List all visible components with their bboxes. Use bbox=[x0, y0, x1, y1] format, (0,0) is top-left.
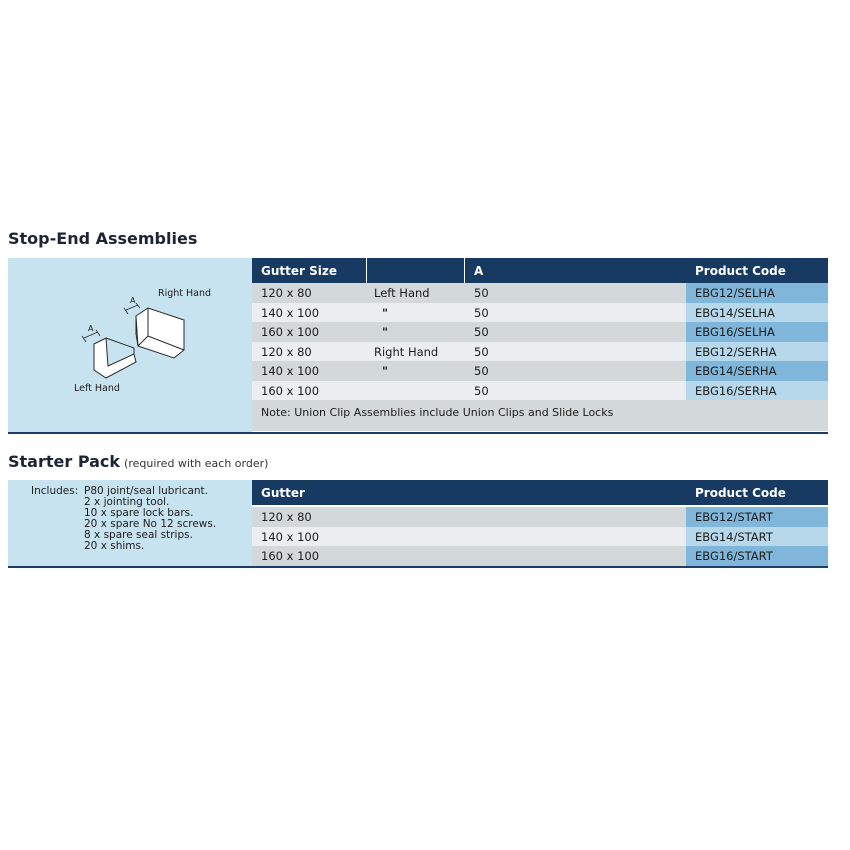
stop-end-title: Stop-End Assemblies bbox=[8, 229, 198, 248]
table-row bbox=[252, 322, 828, 342]
product-code-cell: EBG16/SERHA bbox=[695, 383, 777, 398]
product-code-cell: EBG12/SELHA bbox=[695, 286, 775, 300]
starter-product-code-cell: EBG14/START bbox=[695, 529, 773, 544]
gutter-size-cell: 160 x 100 bbox=[261, 383, 320, 398]
starter-product-code-cell: EBG12/START bbox=[695, 510, 773, 524]
table-row bbox=[252, 527, 828, 547]
gutter-size-cell: 140 x 100 bbox=[261, 364, 320, 378]
table-row bbox=[252, 303, 828, 323]
left-dim-label: A bbox=[88, 324, 94, 333]
starter-pack-block bbox=[8, 480, 828, 568]
includes-list bbox=[84, 486, 216, 552]
includes-item: 2 x jointing tool. bbox=[84, 496, 170, 508]
product-code-cell: EBG14/SELHA bbox=[695, 305, 775, 320]
a-value-cell: 50 bbox=[474, 383, 489, 398]
product-code-cell: EBG16/SELHA bbox=[695, 325, 775, 339]
gutter-size-cell: 120 x 80 bbox=[261, 286, 312, 300]
includes-item: 20 x spare No 12 screws. bbox=[84, 518, 217, 530]
table-row bbox=[252, 361, 828, 381]
starter-pack-subtitle: (required with each order) bbox=[124, 457, 269, 470]
table-row bbox=[252, 342, 828, 362]
right-dim-label: A bbox=[130, 296, 136, 305]
header-a: A bbox=[474, 264, 484, 278]
gutter-cell: 140 x 100 bbox=[261, 529, 320, 544]
hand-cell: " bbox=[382, 325, 388, 339]
a-value-cell: 50 bbox=[474, 344, 489, 359]
table-row bbox=[252, 546, 828, 566]
includes-label: Includes: bbox=[31, 485, 79, 497]
includes-item: P80 joint/seal lubricant. bbox=[84, 485, 209, 497]
stop-end-bottom-rule bbox=[8, 432, 828, 434]
includes-item: 20 x shims. bbox=[84, 540, 145, 552]
header-gutter: Gutter bbox=[261, 486, 305, 500]
header-starter-product-code: Product Code bbox=[695, 486, 786, 500]
table-row bbox=[252, 283, 828, 303]
a-value-cell: 50 bbox=[474, 286, 489, 300]
a-value-cell: 50 bbox=[474, 325, 489, 339]
header-gutter-size: Gutter Size bbox=[261, 264, 337, 278]
starter-bottom-rule bbox=[8, 566, 828, 568]
gutter-cell: 160 x 100 bbox=[261, 549, 320, 563]
stop-end-header-row bbox=[252, 258, 828, 283]
hand-cell: Left Hand bbox=[374, 286, 430, 300]
table-row bbox=[252, 507, 828, 527]
right-hand-label: Right Hand bbox=[158, 288, 212, 299]
hand-cell: " bbox=[382, 305, 388, 320]
stop-end-diagram-panel bbox=[8, 258, 252, 433]
includes-item: 8 x spare seal strips. bbox=[84, 529, 193, 541]
table-row bbox=[252, 381, 828, 401]
product-code-cell: EBG12/SERHA bbox=[695, 344, 777, 359]
a-value-cell: 50 bbox=[474, 364, 489, 378]
note-text: Note: Union Clip Assemblies include Union Clips and Slide Locks bbox=[261, 406, 614, 419]
header-product-code: Product Code bbox=[695, 264, 786, 278]
includes-item: 10 x spare lock bars. bbox=[84, 507, 194, 519]
stop-end-note bbox=[252, 400, 828, 431]
hand-cell: " bbox=[382, 364, 388, 378]
gutter-cell: 120 x 80 bbox=[261, 510, 312, 524]
gutter-size-cell: 140 x 100 bbox=[261, 305, 320, 320]
starter-pack-heading: Starter Pack bbox=[8, 452, 121, 471]
right-hand-stop-end-drawing bbox=[136, 308, 184, 358]
left-hand-stop-end-drawing bbox=[94, 338, 136, 378]
a-value-cell: 50 bbox=[474, 305, 489, 320]
left-hand-label: Left Hand bbox=[74, 383, 120, 394]
product-code-cell: EBG14/SERHA bbox=[695, 364, 777, 378]
stop-end-diagram bbox=[8, 258, 252, 433]
hand-cell: Right Hand bbox=[374, 344, 439, 359]
gutter-size-cell: 120 x 80 bbox=[261, 344, 312, 359]
starter-header-row bbox=[252, 480, 828, 505]
stop-end-block bbox=[8, 258, 828, 435]
starter-product-code-cell: EBG16/START bbox=[695, 549, 773, 563]
gutter-size-cell: 160 x 100 bbox=[261, 325, 320, 339]
starter-pack-title bbox=[8, 452, 268, 471]
